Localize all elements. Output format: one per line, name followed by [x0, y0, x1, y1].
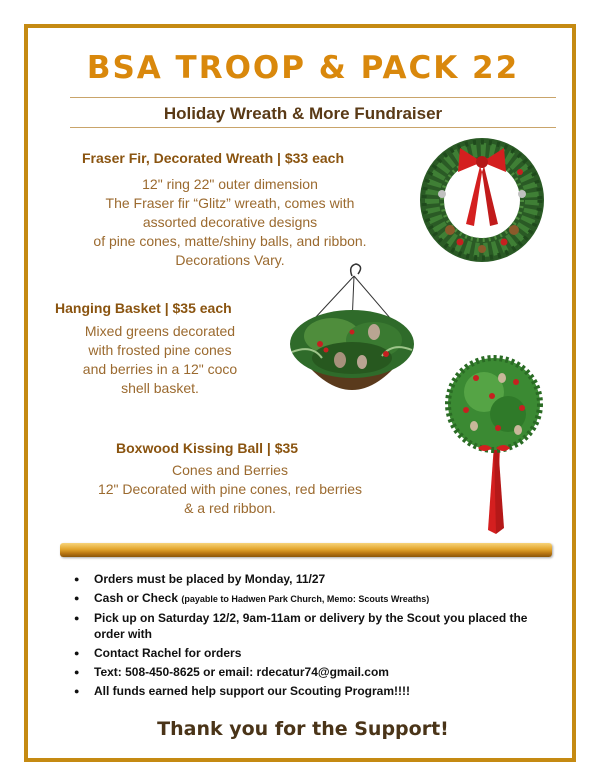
bullet-text: Cash or Check	[94, 591, 182, 605]
list-item	[74, 571, 534, 587]
hanging-basket-image	[282, 262, 422, 412]
description-line: 12" Decorated with pine cones, red berries	[97, 481, 363, 497]
thank-you-message: Thank you for the Support!	[157, 718, 449, 740]
description-line: assorted decorative designs	[142, 214, 318, 230]
list-item	[74, 610, 534, 642]
page-title: BSA TROOP & PACK 22	[86, 50, 520, 86]
description-line: with frosted pine cones	[88, 342, 232, 358]
bullet-text: Pick up on Saturday 12/2, 9am-11am or delivery by the Scout you placed the order with	[94, 611, 528, 641]
list-item	[74, 664, 534, 680]
description-line: The Fraser fir “Glitz” wreath, comes with	[105, 195, 355, 211]
description-line: and berries in a 12" coco	[82, 361, 238, 377]
title-rule-top	[70, 97, 556, 98]
kissing-ball-image	[436, 348, 556, 538]
product-description-basket	[40, 322, 280, 398]
bullet-text: Contact Rachel for orders	[94, 646, 242, 660]
list-item	[74, 683, 534, 699]
bullet-text: Orders must be placed by Monday, 11/27	[94, 572, 326, 586]
description-line: Cones and Berries	[172, 462, 288, 478]
product-description-kissing-ball	[30, 461, 430, 518]
product-heading-basket: Hanging Basket | $35 each	[55, 300, 232, 316]
description-line: Mixed greens decorated	[84, 323, 236, 339]
description-line: shell basket.	[121, 380, 199, 396]
product-description-wreath	[40, 175, 420, 270]
description-line: of pine cones, matte/shiny balls, and ribbon.	[93, 233, 367, 249]
wreath-image	[420, 132, 544, 272]
list-item	[74, 590, 534, 607]
order-info-list	[74, 571, 534, 702]
page-subtitle: Holiday Wreath & More Fundraiser	[163, 104, 443, 123]
title-rule-bottom	[70, 127, 556, 128]
bullet-text: Text: 508-450-8625 or email: rdecatur74@gmail.com	[94, 665, 389, 679]
description-line: 12" ring 22" outer dimension	[142, 176, 318, 192]
description-line: & a red ribbon.	[184, 500, 276, 516]
section-divider-bar	[60, 543, 552, 557]
product-heading-wreath: Fraser Fir, Decorated Wreath | $33 each	[82, 150, 345, 166]
list-item	[74, 645, 534, 661]
bullet-text: All funds earned help support our Scouting Program!!!!	[94, 684, 411, 698]
bullet-note: (payable to Hadwen Park Church, Memo: Scouts Wreaths)	[181, 594, 430, 604]
product-heading-kissing-ball: Boxwood Kissing Ball | $35	[116, 440, 299, 456]
description-line: Decorations Vary.	[175, 252, 285, 268]
